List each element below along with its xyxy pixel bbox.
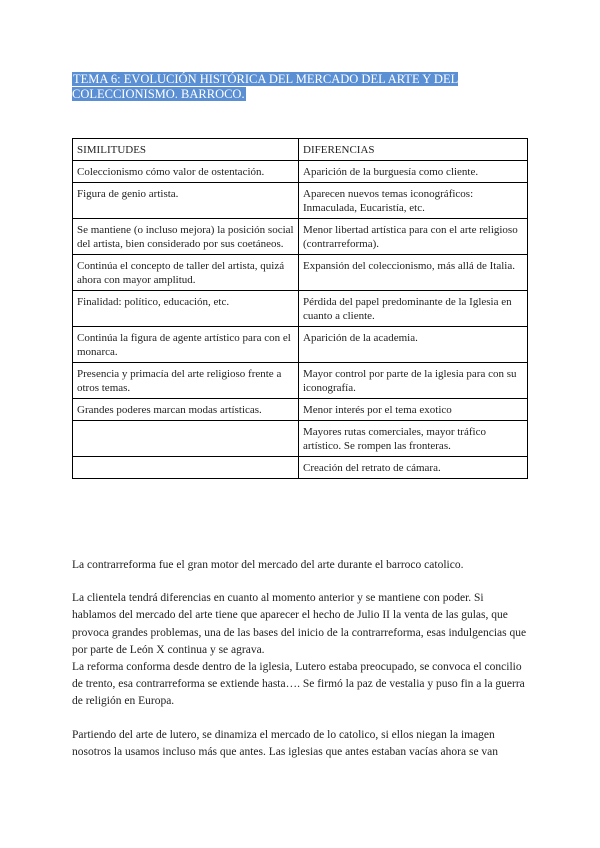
diferencia-cell: Menor libertad artística para con el arte religioso (contrarreforma). (299, 219, 528, 255)
table-row (73, 255, 528, 291)
similitud-cell: Continúa la figura de agente artístico para con el monarca. (73, 327, 299, 363)
title-highlight: TEMA 6: EVOLUCIÓN HISTÓRICA DEL MERCADO DEL ARTE Y DEL COLECCIONISMO. BARROCO. (72, 72, 459, 101)
table-row (73, 327, 528, 363)
similitud-cell: Se mantiene (o incluso mejora) la posición social del artista, bien considerado por sus coetáneos. (73, 219, 299, 255)
table-row (73, 219, 528, 255)
table-row (73, 161, 528, 183)
diferencia-cell: Menor interés por el tema exotico (299, 399, 528, 421)
table-row (73, 183, 528, 219)
diferencia-cell: Creación del retrato de cámara. (299, 457, 528, 479)
body-text (72, 557, 527, 761)
similitud-cell: Coleccionismo cómo valor de ostentación. (73, 161, 299, 183)
diferencia-cell: Expansión del coleccionismo, más allá de Italia. (299, 255, 528, 291)
diferencia-cell: Pérdida del papel predominante de la Iglesia en cuanto a cliente. (299, 291, 528, 327)
header-similitudes: SIMILITUDES (73, 139, 299, 161)
comparison-table (72, 138, 528, 479)
document-title (72, 72, 462, 102)
table-row (73, 291, 528, 327)
similitud-cell (73, 457, 299, 479)
similitud-cell: Finalidad: político, educación, etc. (73, 291, 299, 327)
similitud-cell: Continúa el concepto de taller del artista, quizá ahora con mayor amplitud. (73, 255, 299, 291)
similitud-cell: Grandes poderes marcan modas artísticas. (73, 399, 299, 421)
table-row (73, 457, 528, 479)
diferencia-cell: Mayores rutas comerciales, mayor tráfico artístico. Se rompen las fronteras. (299, 421, 528, 457)
paragraph: Partiendo del arte de lutero, se dinamiza el mercado de lo catolico, si ellos niegan la imagen nosotros la usamos incluso más que antes. Las iglesias que antes estaban vacías ahora se van (72, 728, 499, 758)
paragraph: La reforma conforma desde dentro de la iglesia, Lutero estaba preocupado, se convoca el concilio de trento, esa contrarreforma se extiende hasta…. Se firmó la paz de vestalia y puso fin a la guerra de religión en Europa. (72, 661, 525, 708)
paragraph: La clientela tendrá diferencias en cuanto al momento anterior y se mantiene con poder. Si hablamos del mercado del arte tiene que aparecer el hecho de Julio II la venta de las gulas, que provoca grandes problemas, una de las bases del inicio de la contrarreforma, esas indulgencias que por parte de León X continua y se agrava. (72, 592, 527, 656)
diferencia-cell: Aparición de la burguesía como cliente. (299, 161, 528, 183)
table-row (73, 421, 528, 457)
table-header-row (73, 139, 528, 161)
similitud-cell: Figura de genio artista. (73, 183, 299, 219)
header-diferencias: DIFERENCIAS (299, 139, 528, 161)
paragraph: La contrarreforma fue el gran motor del mercado del arte durante el barroco catolico. (72, 559, 464, 571)
diferencia-cell: Mayor control por parte de la iglesia para con su iconografía. (299, 363, 528, 399)
table-row (73, 363, 528, 399)
similitud-cell: Presencia y primacía del arte religioso frente a otros temas. (73, 363, 299, 399)
diferencia-cell: Aparecen nuevos temas iconográficos: Inmaculada, Eucaristía, etc. (299, 183, 528, 219)
similitud-cell (73, 421, 299, 457)
table-row (73, 399, 528, 421)
diferencia-cell: Aparición de la academia. (299, 327, 528, 363)
